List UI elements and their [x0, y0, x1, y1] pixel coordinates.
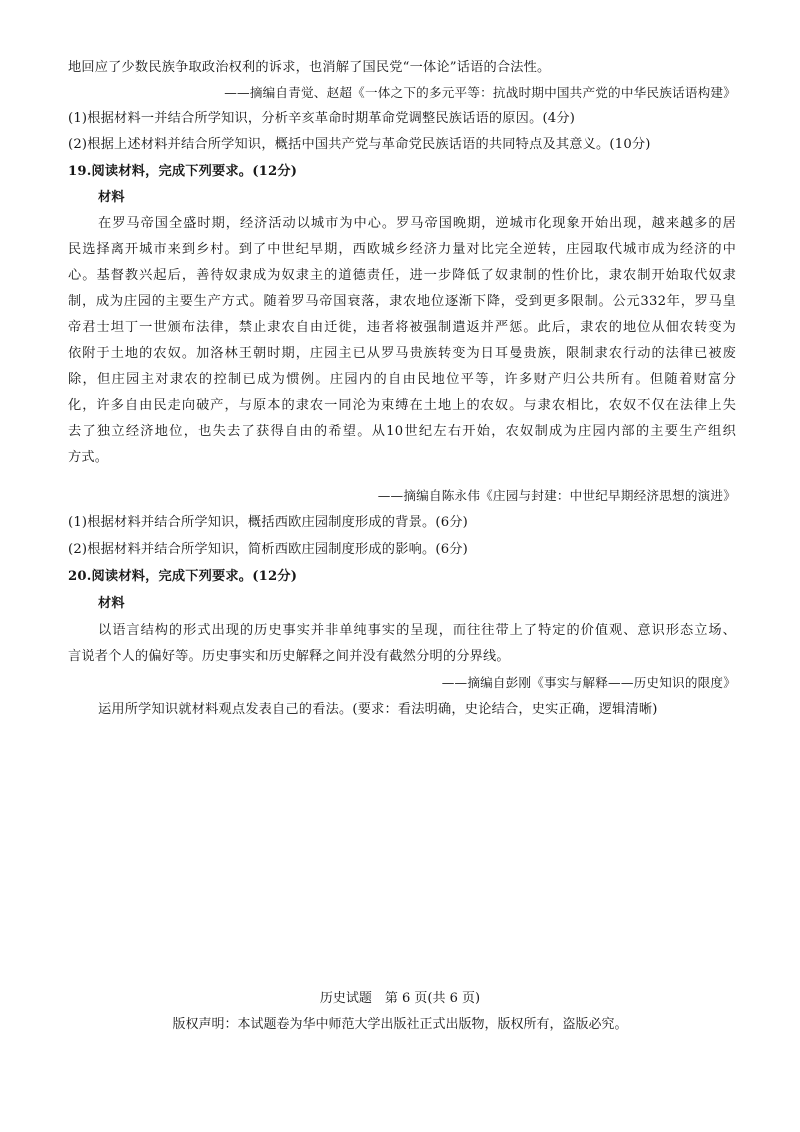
- q20-material-line: 言说者个人的偏好等。历史事实和历史解释之间并没有截然分明的分界线。: [68, 649, 510, 664]
- q19-material-label: 材料: [98, 190, 125, 205]
- copyright-notice: 版权声明：本试题卷为华中师范大学出版社正式出版物，版权所有，盗版必究。: [172, 1017, 628, 1032]
- q19-material-line: 除，但庄园主对隶农的控制已成为惯例。庄园内的自由民地位平等，许多财产归公共所有。但随着财富分: [68, 372, 736, 387]
- q20-instruction: 运用所学知识就材料观点发表自己的看法。(要求：看法明确，史论结合，史实正确，逻辑清晰): [98, 702, 658, 717]
- q19-material-line: 制，成为庄园的主要生产方式。随着罗马帝国衰落，隶农地位逐渐下降，受到更多限制。公元332年，罗马皇: [68, 294, 736, 309]
- q19-material-line: 民选择离开城市来到乡村。到了中世纪早期，西欧城乡经济力量对比完全逆转，庄园取代城市成为经济的中: [68, 242, 736, 257]
- q18-sub-question-1: (1)根据材料一并结合所学知识，分析辛亥革命时期革命党调整民族话语的原因。(4分): [68, 111, 576, 126]
- q19-sub-question-1: (1)根据材料并结合所学知识，概括西欧庄园制度形成的背景。(6分): [68, 515, 469, 530]
- q19-material-line: 去了独立经济地位，也失去了获得自由的希望。从10世纪左右开始，农奴制成为庄园内部的主要生产组织: [68, 424, 736, 439]
- q18-source: ——摘编自青觉、赵超《一体之下的多元平等：抗战时期中国共产党的中华民族话语构建》: [224, 85, 736, 100]
- q19-material-line: 化，许多自由民走向破产，与原本的隶农一同沦为束缚在土地上的农奴。与隶农相比，农奴不仅在法律上失: [68, 398, 736, 413]
- q19-material-line: 帝君士坦丁一世颁布法律，禁止隶农自由迁徙，违者将被强制遣返并严惩。此后，隶农的地位从佃农转变为: [68, 320, 736, 335]
- q19-material-line: 在罗马帝国全盛时期，经济活动以城市为中心。罗马帝国晚期，逆城市化现象开始出现，越来越多的居: [98, 216, 736, 231]
- q19-material-line: 方式。: [68, 450, 109, 465]
- page-number: 历史试题 第 6 页(共 6 页): [319, 991, 481, 1006]
- q18-material-tail: 地回应了少数民族争取政治权利的诉求，也消解了国民党“一体论”话语的合法性。: [68, 60, 551, 75]
- q20-material-label: 材料: [98, 596, 125, 611]
- q19-title: 19.阅读材料，完成下列要求。(12分): [68, 164, 298, 179]
- q19-material-line: 依附于土地的农奴。加洛林王朝时期，庄园主已从罗马贵族转变为日耳曼贵族，限制隶农行动的法律已被废: [68, 346, 736, 361]
- q19-sub-question-2: (2)根据材料并结合所学知识，简析西欧庄园制度形成的影响。(6分): [68, 542, 469, 557]
- q19-source: ——摘编自陈永伟《庄园与封建：中世纪早期经济思想的演进》: [377, 488, 736, 503]
- q18-sub-question-2: (2)根据上述材料并结合所学知识，概括中国共产党与革命党民族话语的共同特点及其意义。(10分): [68, 137, 651, 152]
- q19-material-line: 心。基督教兴起后，善待奴隶成为奴隶主的道德责任，进一步降低了奴隶制的性价比，隶农制开始取代奴隶: [68, 268, 736, 283]
- q20-material-line: 以语言结构的形式出现的历史事实并非单纯事实的呈现，而往往带上了特定的价值观、意识形态立场、: [98, 623, 736, 638]
- q20-source: ——摘编自彭刚《事实与解释——历史知识的限度》: [441, 675, 736, 690]
- q20-title: 20.阅读材料，完成下列要求。(12分): [68, 569, 298, 584]
